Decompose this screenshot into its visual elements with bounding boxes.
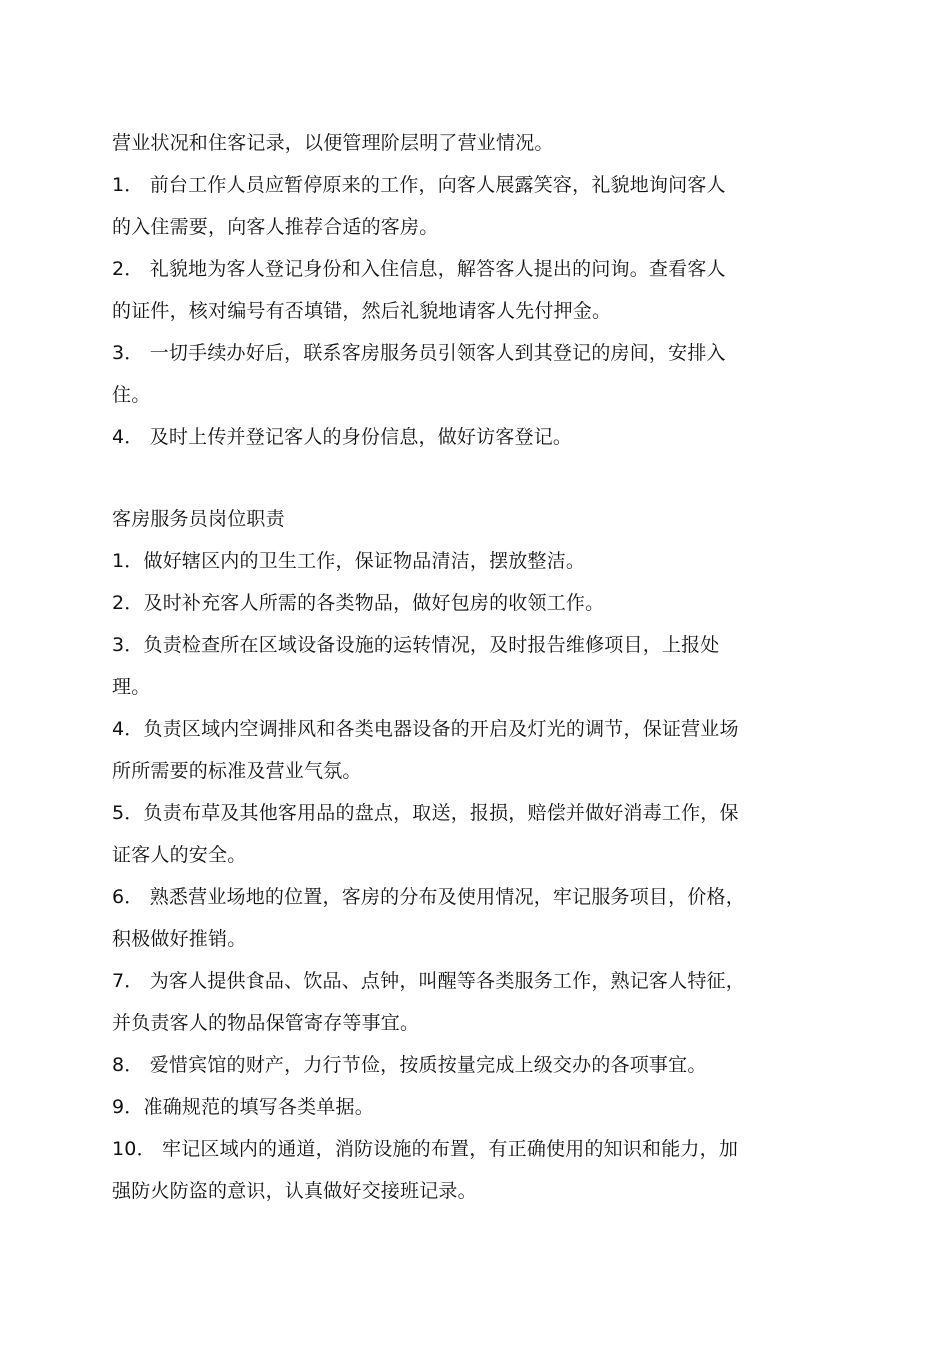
duty-line: 3．负责检查所在区域设备设施的运转情况，及时报告维修项目，上报处	[112, 634, 720, 656]
duty-line: 5．负责布草及其他客用品的盘点，取送，报损，赔偿并做好消毒工作，保	[112, 802, 739, 824]
section-spacer	[112, 458, 802, 498]
intro-line: 的入住需要，向客人推荐合适的客房。	[112, 216, 439, 238]
duty-line: 7． 为客人提供食品、饮品、点钟，叫醒等各类服务工作，熟记客人特征，	[112, 970, 745, 992]
section-title: 客房服务员岗位职责	[112, 508, 285, 530]
duty-line: 证客人的安全。	[112, 844, 247, 866]
duty-line: 1．做好辖区内的卫生工作，保证物品清洁，摆放整洁。	[112, 550, 586, 572]
duty-line: 强防火防盗的意识，认真做好交接班记录。	[112, 1180, 477, 1202]
duty-line: 所所需要的标准及营业气氛。	[112, 760, 362, 782]
duty-line: 4．负责区域内空调排风和各类电器设备的开启及灯光的调节，保证营业场	[112, 718, 739, 740]
duty-line: 积极做好推销。	[112, 928, 247, 950]
duty-line: 2．及时补充客人所需的各类物品，做好包房的收领工作。	[112, 592, 605, 614]
duty-line: 9．准确规范的填写各类单据。	[112, 1096, 374, 1118]
intro-line: 2． 礼貌地为客人登记身份和入住信息，解答客人提出的问询。查看客人	[112, 258, 726, 280]
document-body	[112, 122, 802, 1212]
duty-line: 6． 熟悉营业场地的位置，客房的分布及使用情况，牢记服务项目，价格，	[112, 886, 745, 908]
duty-line: 并负责客人的物品保管寄存等事宜。	[112, 1012, 420, 1034]
duty-line: 10． 牢记区域内的通道，消防设施的布置，有正确使用的知识和能力，加	[112, 1138, 739, 1160]
intro-line: 住。	[112, 384, 151, 406]
intro-line: 1． 前台工作人员应暂停原来的工作，向客人展露笑容，礼貌地询问客人	[112, 174, 726, 196]
intro-line: 4． 及时上传并登记客人的身份信息，做好访客登记。	[112, 426, 573, 448]
duty-line: 理。	[112, 676, 151, 698]
intro-line: 3． 一切手续办好后，联系客房服务员引领客人到其登记的房间，安排入	[112, 342, 726, 364]
duty-line: 8． 爱惜宾馆的财产，力行节俭，按质按量完成上级交办的各项事宜。	[112, 1054, 707, 1076]
intro-line: 的证件，核对编号有否填错，然后礼貌地请客人先付押金。	[112, 300, 612, 322]
intro-line: 营业状况和住客记录，以便管理阶层明了营业情况。	[112, 132, 554, 154]
